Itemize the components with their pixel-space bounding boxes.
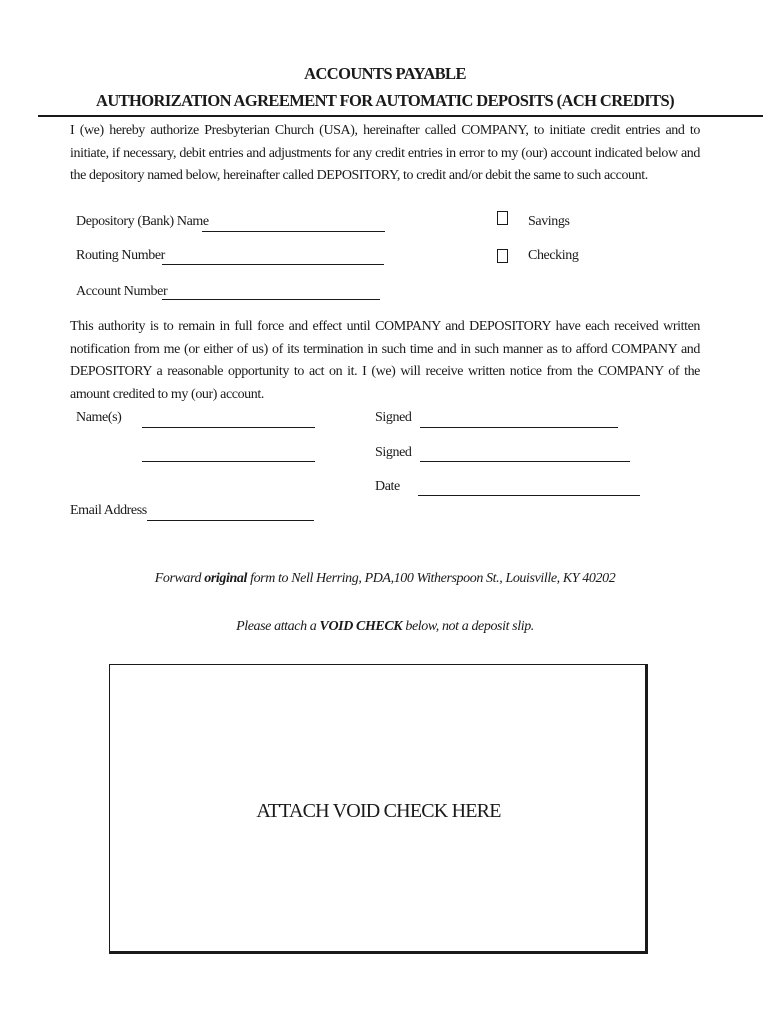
checking-label: Checking [528, 248, 579, 263]
email-address-field[interactable] [147, 520, 314, 521]
attach-instruction: Please attach a VOID CHECK below, not a deposit slip. [236, 619, 534, 634]
date-field[interactable] [418, 495, 640, 496]
forward-instruction: Forward original form to Nell Herring, PDA,100 Witherspoon St., Louisville, KY 40202 [154, 571, 616, 586]
void-check-label: ATTACH VOID CHECK HERE [256, 800, 501, 822]
name-field-1[interactable] [142, 427, 315, 428]
signed-label-1: Signed [375, 410, 412, 425]
authority-paragraph: This authority is to remain in full force and effect until COMPANY and DEPOSITORY have each received written notification from me (or either of us) of its termination in such time and in such manner as to afford COMPANY and DEPOSITORY a reasonable opportunity to act on it. I (we) will receive written notice from the COMPANY of the amount credited to my (our) account. [70, 319, 700, 402]
savings-checkbox[interactable] [497, 211, 508, 225]
date-label: Date [375, 479, 400, 494]
name-field-2[interactable] [142, 461, 315, 462]
form-title: ACCOUNTS PAYABLE [304, 64, 466, 83]
checking-checkbox[interactable] [497, 249, 508, 263]
depository-name-label: Depository (Bank) Name [76, 214, 209, 229]
signature-field-1[interactable] [420, 427, 618, 428]
signed-label-2: Signed [375, 445, 412, 460]
savings-label: Savings [528, 214, 570, 229]
routing-number-label: Routing Number [76, 248, 165, 263]
authorization-paragraph: I (we) hereby authorize Presbyterian Church (USA), hereinafter called COMPANY, to initiate credit entries and to initiate, if necessary, debit entries and adjustments for any credit entries in error to my (our) account indicated below and the depository named below, hereinafter called DEPOSITORY, to credit and/or debit the same to such account. [70, 123, 700, 183]
routing-number-field[interactable] [162, 264, 384, 265]
email-address-label: Email Address [70, 503, 147, 518]
account-number-field[interactable] [162, 299, 380, 300]
form-subtitle: AUTHORIZATION AGREEMENT FOR AUTOMATIC DEPOSITS (ACH CREDITS) [96, 91, 674, 110]
names-label: Name(s) [76, 410, 122, 425]
header-divider [38, 115, 763, 117]
signature-field-2[interactable] [420, 461, 630, 462]
depository-name-field[interactable] [202, 231, 385, 232]
account-number-label: Account Number [76, 284, 168, 299]
